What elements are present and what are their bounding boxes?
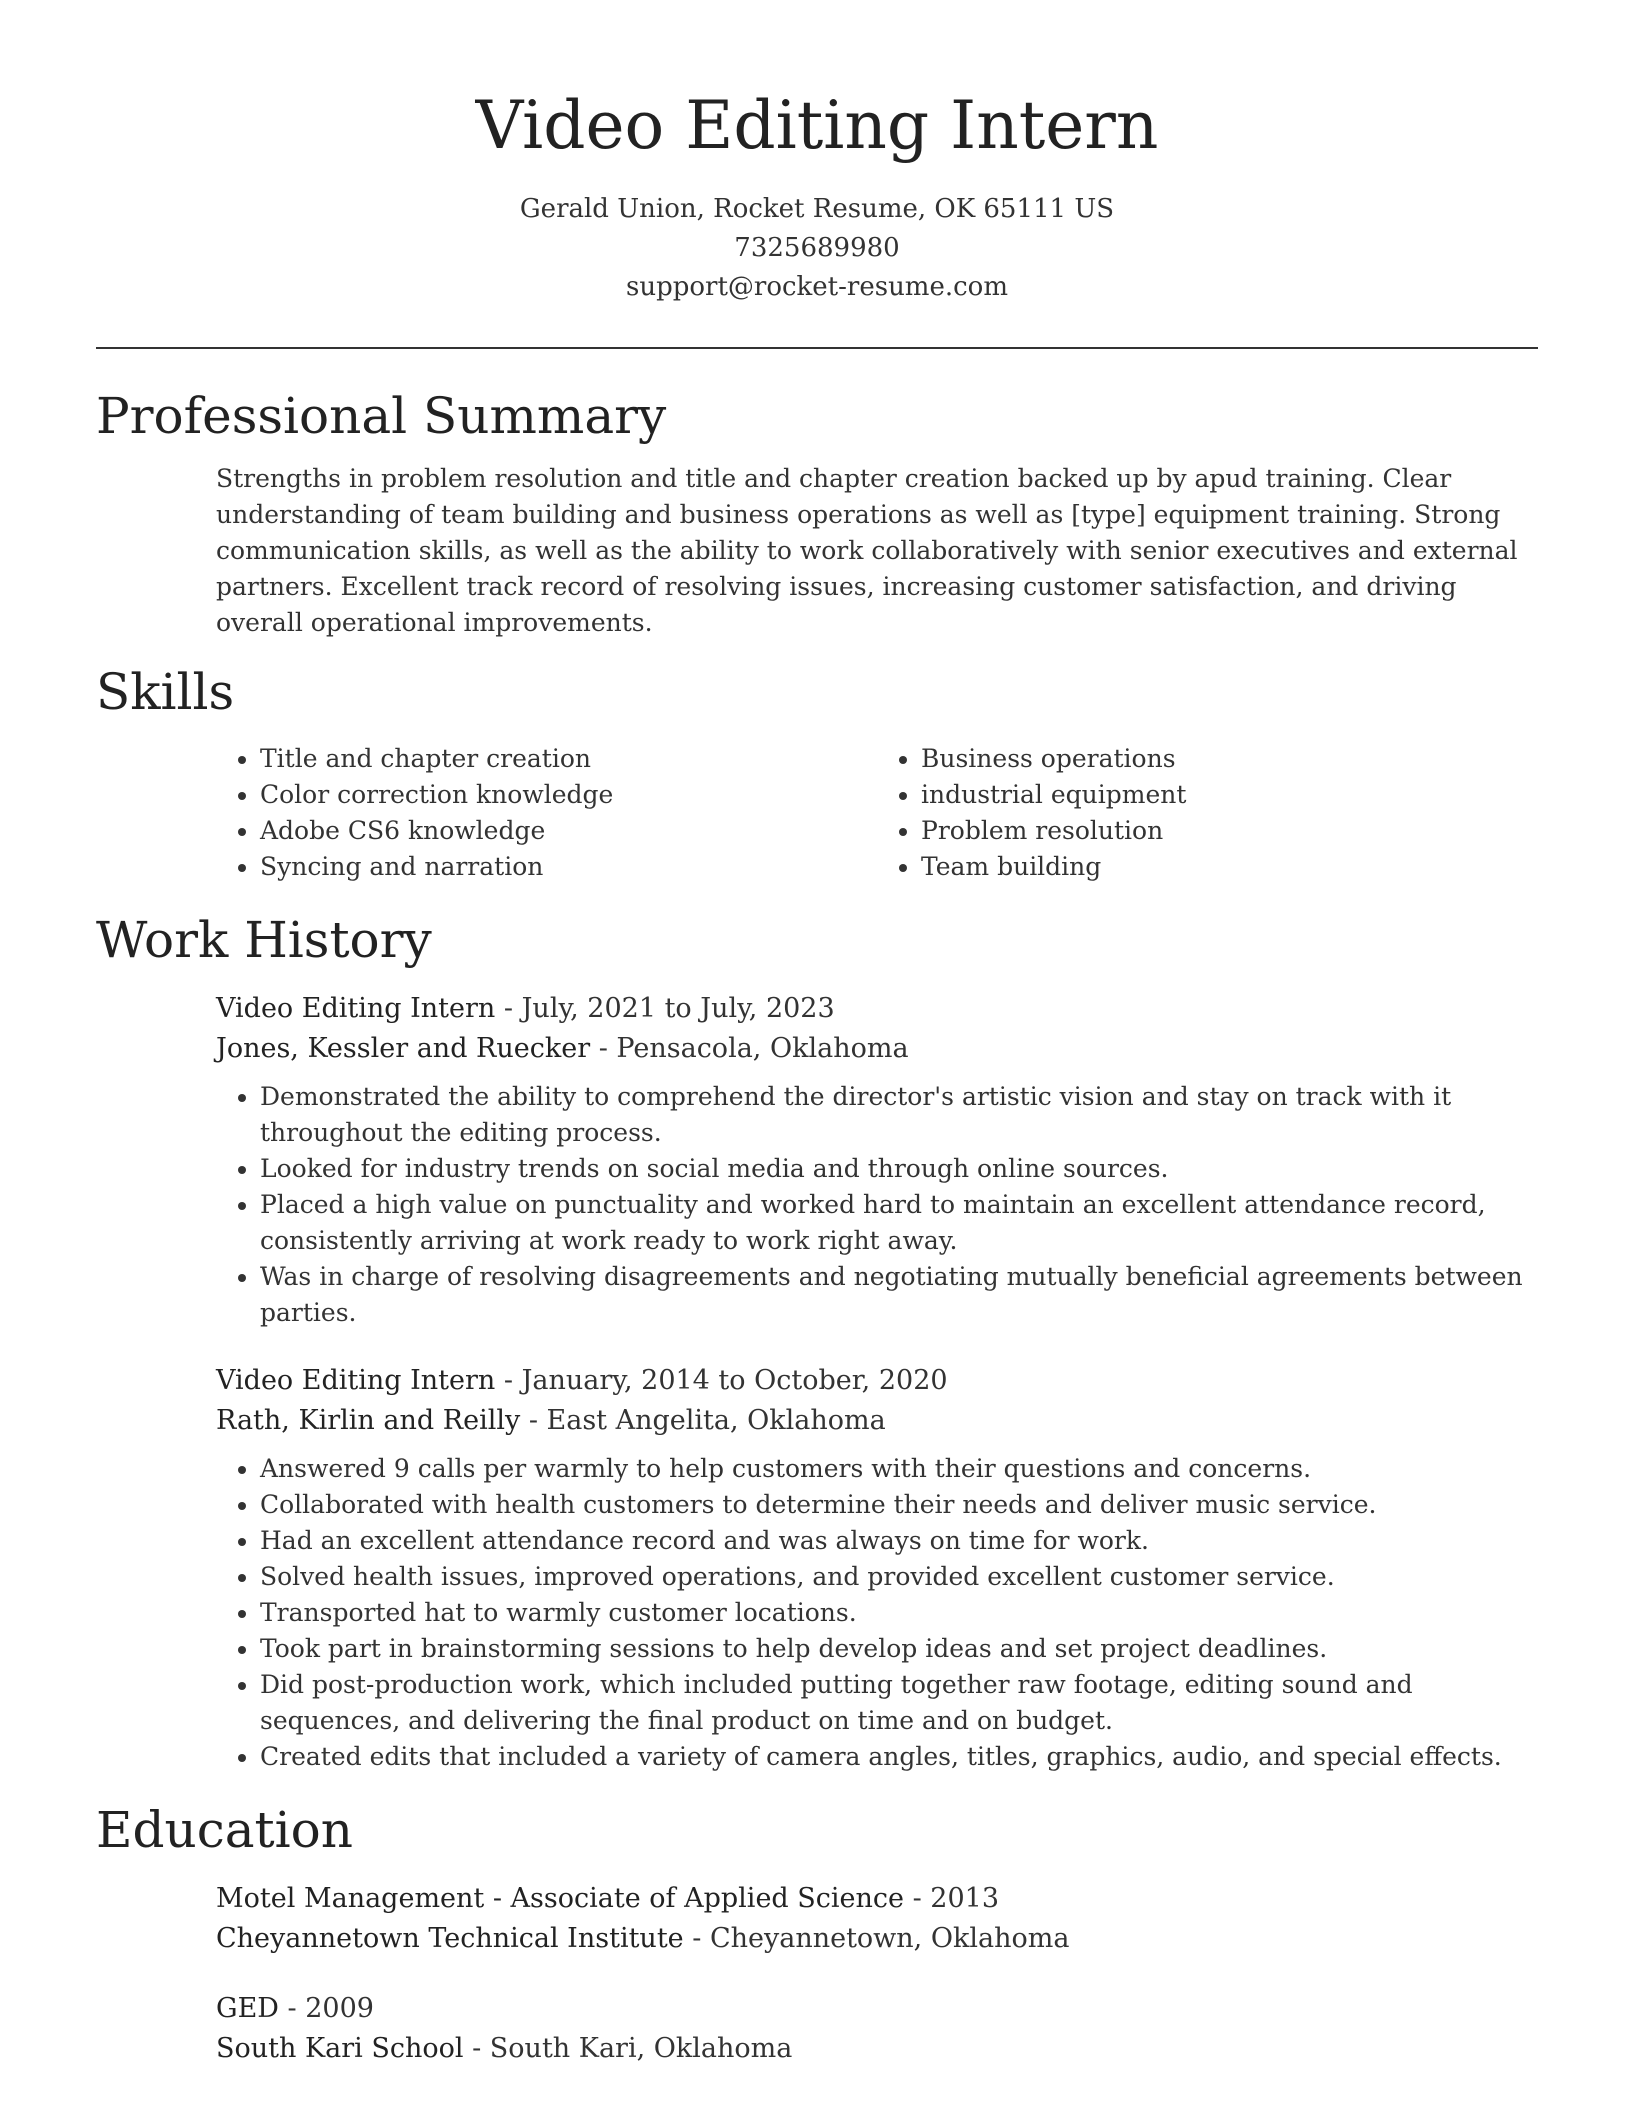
education-year: - 2013 (904, 1883, 1000, 1914)
contact-address: Gerald Union, Rocket Resume, OK 65111 US (519, 194, 1115, 224)
job-role: Video Editing Intern (216, 1365, 496, 1396)
job-bullet: • Placed a high value on punctuality and worked hard to maintain an excellent attendance record, consistently arriving at work ready to work right away. (260, 1187, 1560, 1259)
education-entry (216, 1989, 1538, 2069)
job-company-line (216, 1029, 1538, 1069)
job-company: Jones, Kessler and Ruecker (216, 1033, 591, 1064)
job-bullet: • Demonstrated the ability to comprehend the director's artistic vision and stay on track with it throughout the editing process. (260, 1079, 1560, 1151)
skills-column-right (877, 741, 1538, 885)
job-bullet: • Looked for industry trends on social media and through online sources. (260, 1151, 1560, 1187)
job-role: Video Editing Intern (216, 993, 496, 1024)
resume-title: Video Editing Intern (475, 87, 1159, 164)
job-bullet: • Solved health issues, improved operations, and provided excellent customer service. (260, 1559, 1560, 1595)
work-history-section (96, 909, 1538, 1775)
education-degree-line (216, 1879, 1538, 1919)
summary-text: Strengths in problem resolution and title and chapter creation backed up by apud training. Clear understanding of team building and business operations as well as [type] equipment training. Strong communication skills, as well as the ability to work collaboratively with senior executives and external partners. Excellent track record of resolving issues, increasing customer satisfaction, and driving overall operational improvements. (216, 464, 1518, 637)
job-bullet: • Was in charge of resolving disagreements and negotiating mutually beneficial agreements between parties. (260, 1259, 1560, 1331)
work-history-heading: Work History (96, 911, 432, 969)
skills-heading: Skills (96, 663, 235, 721)
education-school: Cheyannetown Technical Institute (216, 1923, 684, 1954)
education-heading: Education (96, 1801, 353, 1859)
education-school-line (216, 1919, 1538, 1959)
job-bullets (216, 1079, 1560, 1331)
job-location: - Pensacola, Oklahoma (590, 1033, 909, 1064)
job-entry (216, 1361, 1538, 1775)
summary-heading: Professional Summary (96, 387, 667, 445)
skill-item: • Business operations (921, 741, 1538, 777)
skills-column-left (216, 741, 877, 885)
job-company: Rath, Kirlin and Reilly (216, 1405, 521, 1436)
skill-item: • Adobe CS6 knowledge (260, 813, 877, 849)
education-school: South Kari School (216, 2033, 464, 2064)
job-entry (216, 989, 1538, 1331)
education-year: - 2009 (278, 1993, 374, 2024)
job-dates: - January, 2014 to October, 2020 (495, 1365, 948, 1396)
skill-item: • Problem resolution (921, 813, 1538, 849)
skill-item: • Color correction knowledge (260, 777, 877, 813)
education-degree-line (216, 1989, 1538, 2029)
education-location: - Cheyannetown, Oklahoma (683, 1923, 1070, 1954)
education-entry (216, 1879, 1538, 1959)
job-bullet: • Transported hat to warmly customer locations. (260, 1595, 1560, 1631)
contact-email: support@rocket-resume.com (625, 272, 1008, 302)
job-bullets (216, 1451, 1560, 1775)
job-bullet: • Did post-production work, which included putting together raw footage, editing sound and sequences, and delivering the final product on time and on budget. (260, 1667, 1560, 1739)
skills-section (96, 661, 1538, 885)
contact-phone: 7325689980 (734, 233, 900, 263)
job-bullet: • Had an excellent attendance record and was always on time for work. (260, 1523, 1560, 1559)
education-section (96, 1799, 1538, 2069)
job-company-line (216, 1401, 1538, 1441)
job-title-line (216, 989, 1538, 1029)
education-degree: GED (216, 1993, 279, 2024)
job-bullet: • Took part in brainstorming sessions to help develop ideas and set project deadlines. (260, 1631, 1560, 1667)
education-location: - South Kari, Oklahoma (463, 2033, 793, 2064)
job-bullet: • Created edits that included a variety of camera angles, titles, graphics, audio, and special effects. (260, 1739, 1560, 1775)
job-bullet: • Collaborated with health customers to determine their needs and deliver music service. (260, 1487, 1560, 1523)
skill-item: • Syncing and narration (260, 849, 877, 885)
resume-page (96, 0, 1538, 2069)
skill-item: • industrial equipment (921, 777, 1538, 813)
job-title-line (216, 1361, 1538, 1401)
header-divider (96, 347, 1538, 349)
job-location: - East Angelita, Oklahoma (520, 1405, 886, 1436)
skill-item: • Title and chapter creation (260, 741, 877, 777)
resume-header (96, 0, 1538, 307)
professional-summary-section (96, 385, 1538, 641)
education-school-line (216, 2029, 1538, 2069)
education-degree: Motel Management - Associate of Applied Science (216, 1883, 905, 1914)
skill-item: • Team building (921, 849, 1538, 885)
skills-grid (216, 741, 1538, 885)
job-bullet: • Answered 9 calls per warmly to help customers with their questions and concerns. (260, 1451, 1560, 1487)
job-dates: - July, 2021 to July, 2023 (495, 993, 835, 1024)
